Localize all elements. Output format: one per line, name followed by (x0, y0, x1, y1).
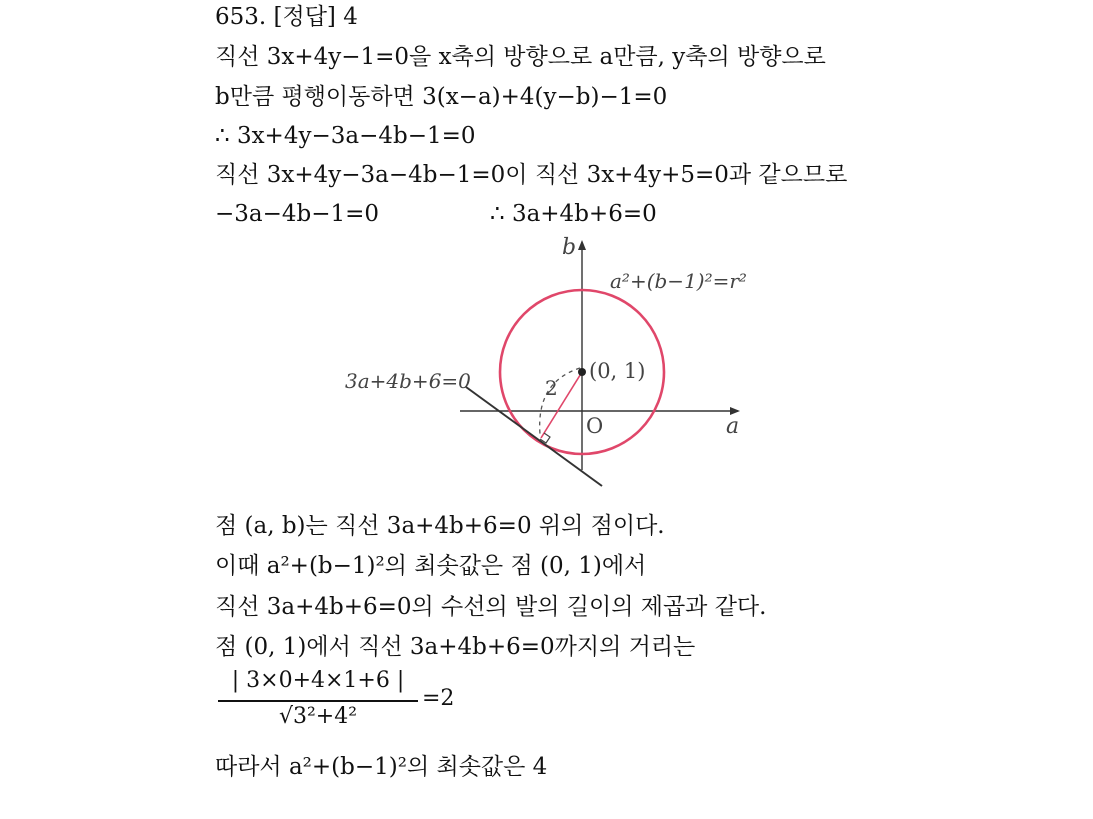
conclusion: 따라서 a²+(b−1)²의 최솟값은 4 (215, 754, 548, 780)
text-line-1: 직선 3x+4y−1=0을 x축의 방향으로 a만큼, y축의 방향으로 (215, 44, 826, 70)
center-point (578, 368, 586, 376)
b-axis-arrow-icon (578, 240, 586, 250)
axis-label-b: b (562, 235, 577, 260)
text-line-2: b만큼 평행이동하면 3(x−a)+4(y−b)−1=0 (215, 84, 668, 110)
text-line-3: ∴ 3x+4y−3a−4b−1=0 (215, 123, 476, 149)
line-equation: 3a+4b+6=0 (345, 369, 471, 393)
coordinate-figure (330, 232, 790, 500)
origin-label: O (586, 414, 604, 438)
axis-label-a: a (726, 414, 740, 439)
explanation-line-2: 이때 a²+(b−1)²의 최솟값은 점 (0, 1)에서 (215, 553, 647, 579)
explanation-line-1: 점 (a, b)는 직선 3a+4b+6=0 위의 점이다. (215, 513, 665, 539)
radius-label: 2 (545, 376, 558, 400)
center-label: (0, 1) (589, 359, 646, 383)
explanation-line-4: 점 (0, 1)에서 직선 3a+4b+6=0까지의 거리는 (215, 634, 696, 660)
fraction-bar (218, 700, 418, 702)
text-line-4: 직선 3x+4y−3a−4b−1=0이 직선 3x+4y+5=0과 같으므로 (215, 162, 848, 188)
fraction-numerator: | 3×0+4×1+6 | (231, 668, 405, 693)
problem-header: 653. [정답] 4 (215, 4, 358, 30)
fraction-result: =2 (422, 686, 455, 711)
circle-equation: a²+(b−1)²=r² (610, 269, 747, 293)
text-line-6: ∴ 3a+4b+6=0 (490, 201, 657, 227)
fraction-denominator: √3²+4² (278, 704, 358, 729)
text-line-5: −3a−4b−1=0 (215, 201, 380, 227)
explanation-line-3: 직선 3a+4b+6=0의 수선의 발의 길이의 제곱과 같다. (215, 594, 767, 620)
